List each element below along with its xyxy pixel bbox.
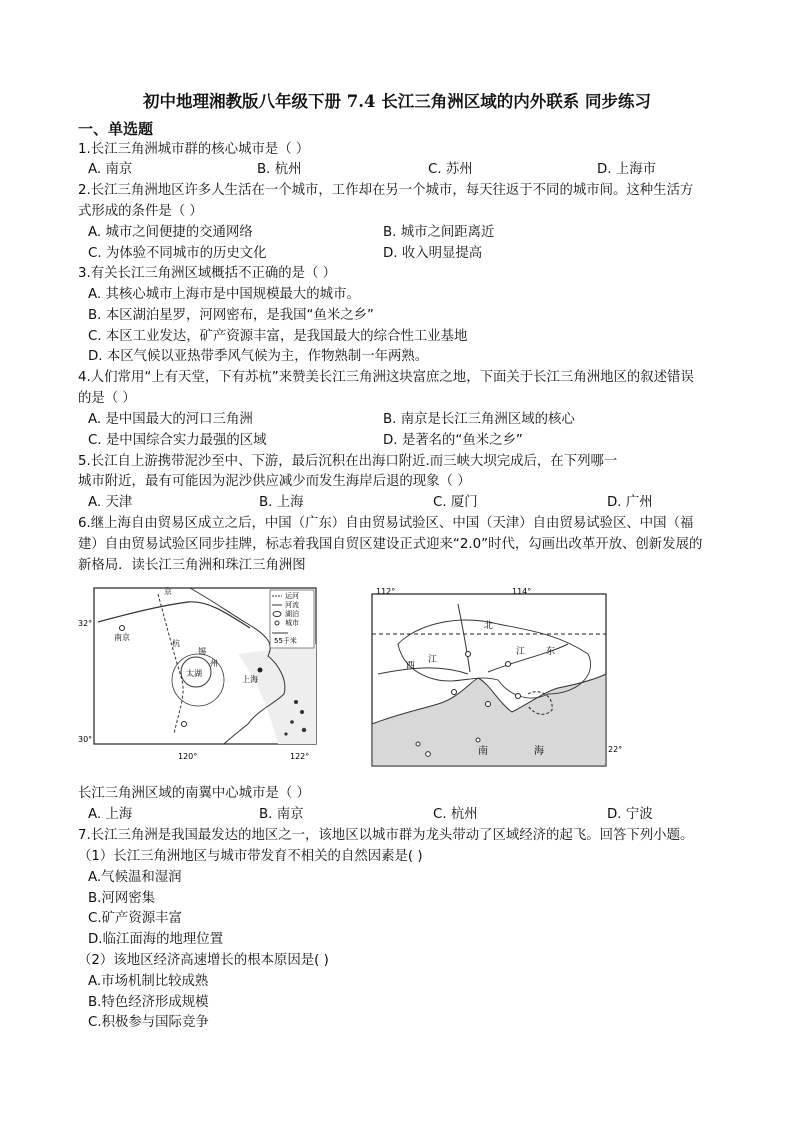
question-2-stem-line1: 2.长江三角洲地区许多人生活在一个城市，工作却在另一个城市，每天往返于不同的城市间。这种生活方 [78, 183, 694, 198]
legend-lake: 湖泊 [285, 610, 299, 618]
label-jing: 京 [164, 587, 172, 596]
label-bei: 北 [484, 621, 494, 631]
question-2-stem-line2: 式形成的条件是（ ） [78, 204, 203, 219]
legend-canal: 运河 [285, 592, 299, 600]
lon-122: 122° [290, 752, 310, 761]
question-7-sub1: （1）长江三角洲地区与城市带发育不相关的自然因素是( ) [78, 849, 423, 864]
q7-2-option-b[interactable]: B.特色经济形成规模 [88, 995, 209, 1010]
pearl-delta-map [358, 584, 623, 776]
q3-option-b[interactable]: B. 本区湖泊星罗，河网密布，是我国“鱼米之乡” [88, 308, 374, 323]
q2-option-a[interactable]: A. 城市之间便捷的交通网络 [88, 225, 253, 240]
q4-option-c[interactable]: C. 是中国综合实力最强的区域 [88, 433, 267, 448]
label-nanjing: 南京 [114, 633, 130, 642]
lon-120: 120° [178, 752, 198, 761]
q5-option-a[interactable]: A. 天津 [88, 495, 133, 510]
yangtze-delta-map [78, 584, 348, 776]
question-6-sub-stem: 长江三角洲区域的南翼中心城市是（ ） [78, 786, 310, 801]
legend-scale: 55千米 [274, 637, 297, 645]
q5-option-c[interactable]: C. 厦门 [433, 495, 478, 510]
q3-option-a[interactable]: A. 其核心城市上海市是中国规模最大的城市。 [88, 287, 360, 302]
q3-option-d[interactable]: D. 本区气候以亚热带季风气候为主，作物熟制一年两熟。 [88, 349, 429, 364]
lat-30: 30° [78, 735, 93, 744]
q4-option-b[interactable]: B. 南京是长江三角洲区域的核心 [383, 412, 575, 427]
question-6-stem-line2: 建）自由贸易试验区同步挂牌，标志着我国自贸区建设正式迎来“2.0”时代，勾画出改革开放、创新发展的 [78, 537, 703, 552]
q7-1-option-b[interactable]: B.河网密集 [88, 891, 156, 906]
q5-option-d[interactable]: D. 广州 [607, 495, 653, 510]
label-taihu: 太湖 [186, 669, 202, 678]
section-heading: 一、单选题 [78, 120, 154, 138]
label-hai: 海 [534, 746, 544, 757]
q1-option-c[interactable]: C. 苏州 [428, 162, 473, 177]
question-5-stem-line1: 5.长江自上游携带泥沙至中、下游，最后沉积在出海口附近.而三峡大坝完成后，在下列哪一 [78, 454, 618, 469]
question-3-stem: 3.有关长江三角洲区域概括不正确的是（ ） [78, 266, 337, 281]
q6-option-a[interactable]: A. 上海 [88, 807, 133, 822]
legend-river: 河流 [285, 601, 299, 609]
q1-option-b[interactable]: B. 杭州 [257, 162, 302, 177]
question-7-stem: 7.长江三角洲是我国最发达的地区之一，该地区以城市群为龙头带动了区域经济的起飞。回答下列小题。 [78, 828, 694, 843]
label-zhou: 州 [210, 659, 218, 668]
question-6-stem-line1: 6.继上海自由贸易区成立之后，中国（广东）自由贸易试验区、中国（天津）自由贸易试验区、中国（福 [78, 516, 694, 531]
q4-option-a[interactable]: A. 是中国最大的河口三角洲 [88, 412, 253, 427]
q6-option-c[interactable]: C. 杭州 [433, 807, 478, 822]
question-7-sub2: （2）该地区经济高速增长的根本原因是( ) [78, 953, 329, 968]
lon-114: 114° [512, 587, 532, 596]
q7-2-option-a[interactable]: A.市场机制比较成熟 [88, 974, 209, 989]
q3-option-c[interactable]: C. 本区工业发达，矿产资源丰富，是我国最大的综合性工业基地 [88, 329, 468, 344]
page-title: 初中地理湘教版八年级下册 7.4 长江三角洲区域的内外联系 同步练习 [143, 92, 651, 111]
q2-option-b[interactable]: B. 城市之间距离近 [383, 225, 495, 240]
lat-32: 32° [78, 619, 93, 628]
q7-1-option-c[interactable]: C.矿产资源丰富 [88, 911, 182, 926]
question-6-stem-line3: 新格局．读长江三角洲和珠江三角洲图 [78, 558, 306, 573]
lon-112: 112° [376, 587, 396, 596]
label-xi: 西 [406, 661, 416, 671]
q6-option-b[interactable]: B. 南京 [259, 807, 304, 822]
q1-option-a[interactable]: A. 南京 [88, 162, 133, 177]
label-dong: 东 [546, 647, 556, 657]
city-nanjing [120, 626, 125, 631]
legend-city: 城市 [285, 619, 299, 627]
label-nan: 南 [478, 746, 488, 757]
q2-option-d[interactable]: D. 收入明显提高 [383, 246, 483, 261]
lat-22: 22° [608, 745, 623, 754]
city-shanghai [258, 668, 263, 673]
q7-1-option-a[interactable]: A.气候温和湿润 [88, 870, 182, 885]
q1-option-d[interactable]: D. 上海市 [597, 162, 656, 177]
label-shanghai: 上海 [242, 675, 258, 684]
q6-option-d[interactable]: D. 宁波 [607, 807, 653, 822]
q7-1-option-d[interactable]: D.临江面海的地理位置 [88, 932, 224, 947]
city-hangzhou [182, 722, 187, 727]
q2-option-c[interactable]: C. 为体验不同城市的历史文化 [88, 246, 267, 261]
question-1-stem: 1.长江三角洲城市群的核心城市是（ ） [78, 142, 310, 157]
question-4-stem-line2: 的是（ ） [78, 391, 136, 406]
label-jiang: 江 [428, 655, 438, 665]
label-wuxi: 锡 [198, 647, 206, 656]
question-4-stem-line1: 4.人们常用“上有天堂，下有苏杭”来赞美长江三角洲这块富庶之地，下面关于长江三角洲地区的叙述错误 [78, 370, 694, 385]
q5-option-b[interactable]: B. 上海 [259, 495, 304, 510]
label-jiang2: 江 [516, 647, 526, 657]
question-5-stem-line2: 城市附近，最有可能因为泥沙供应减少而发生海岸后退的现象（ ） [78, 474, 471, 489]
label-hang: 杭 [172, 639, 180, 648]
q4-option-d[interactable]: D. 是著名的“鱼米之乡” [383, 433, 523, 448]
q7-2-option-c[interactable]: C.积极参与国际竞争 [88, 1015, 209, 1030]
